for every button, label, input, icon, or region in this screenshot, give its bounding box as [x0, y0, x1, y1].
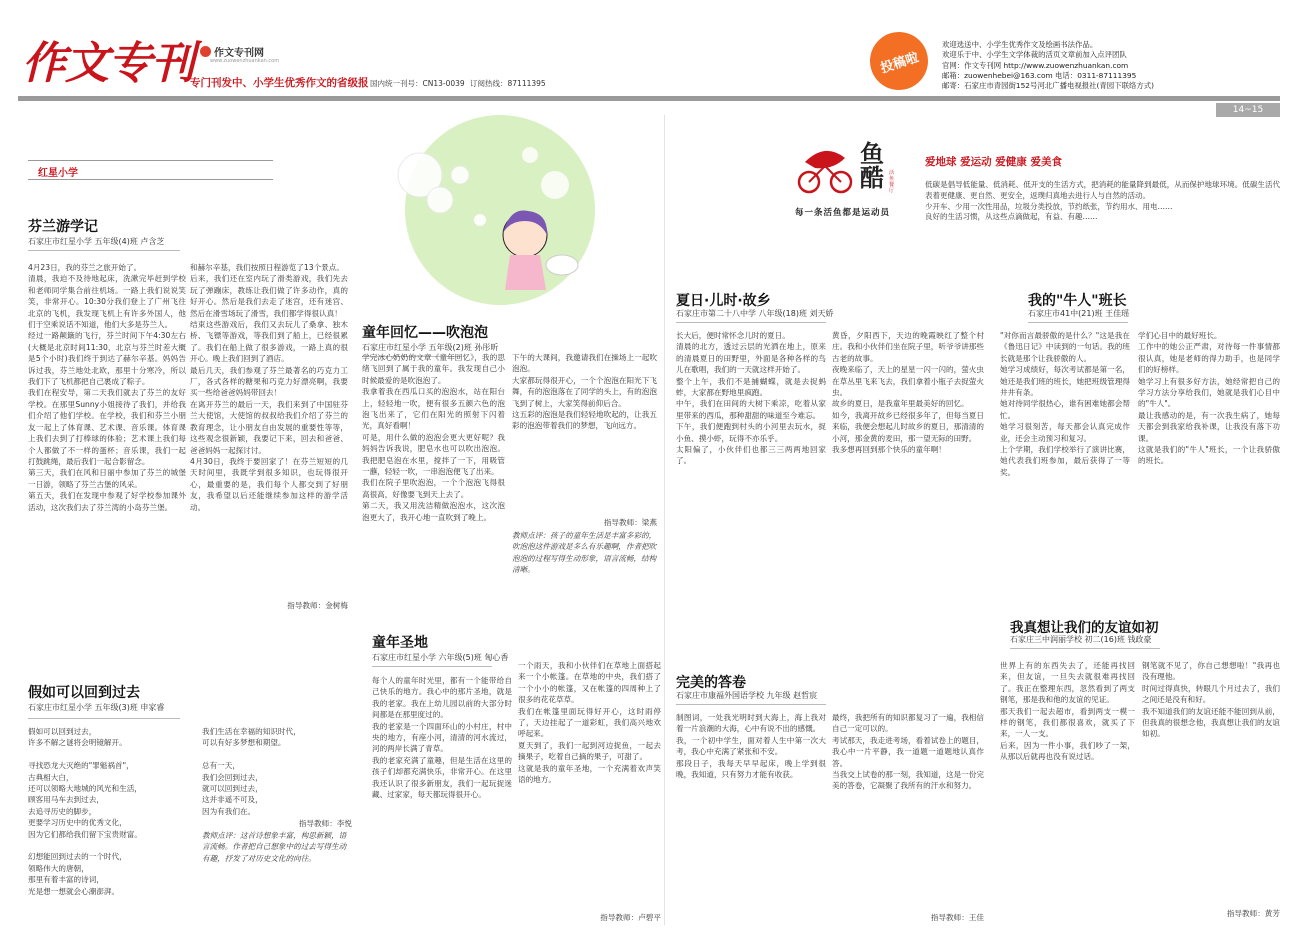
info-line: 欢迎乐于中、小学生文学体裁的活页文章前加入点评团队 [942, 50, 1127, 60]
teacher-comment: 教师点评：这首诗想象丰富，构思新颖，语言流畅。作者把自己想象中的过去写得生动有趣，抒发了对历史文化的向往。 [202, 831, 347, 863]
ad-tagline: 每一条活鱼都是运动员 [795, 208, 891, 218]
article-tutor: 指导教师：金树梅 [287, 601, 348, 610]
article-tutor: 指导教师：梁燕 [603, 518, 657, 527]
page-gutter [664, 115, 665, 925]
masthead [0, 0, 1300, 115]
article-body: 每个人的童年时光里，都有一个能带给自己快乐的地方。我心中的那片圣地，就是我的老家。我在上幼儿园以前的大部分时间都是在那里度过的。 我的老家是一个四面环山的小村庄，村中央的地方，有座小河，清清的河水流过，河的两岸长满了青草。 我的老家充满了童趣，但是生活在这里的孩子们却都充满快乐，非常开心。在这里我还认识了很多新朋友，我们一起玩捉迷藏、过家家，每天都玩得很开心。 [372, 676, 512, 800]
divider [676, 322, 826, 323]
section-tag-label: 红星小学 [38, 168, 78, 179]
article-title: 我的"牛人"班长 [1028, 293, 1127, 309]
article-body: 制图词，一处我光明时到大海上，海上我对着一片浪潮的大海，心中有说不出的感慨。 我，一个初中学生，面对着人生中第一次大考，我心中充满了紧张和不安。 那段日子，我每天早早起床，晚上学到很晚，我知道，只有努力才能有收获。 [676, 713, 826, 780]
article-body: 最终，我把所有的知识都复习了一遍，我相信自己一定可以的。 考试那天，我走进考场，看着试卷上的题目，我心中一片平静，我一道题一道题地认真作答。 当我交上试卷的那一刻，我知道，这是一份完美的答卷，它凝聚了我所有的汗水和努力。 [832, 713, 984, 791]
article-title: 我真想让我们的友谊如初 [1010, 620, 1159, 636]
article-byline: 石家庄市红星小学 五年级(4)班 卢含芝 [28, 237, 165, 246]
section-tag [28, 160, 273, 180]
submit-badge-label: 投稿啦 [878, 49, 921, 77]
page-number: 14~15 [1216, 103, 1280, 117]
info-line: 邮寄：石家庄市青园街152号河北广播电视报社(青园下联络方式) [942, 81, 1155, 91]
divider [28, 250, 180, 251]
bubble-icon [541, 171, 569, 199]
site-logo-icon [200, 46, 211, 57]
girl-body-icon [505, 255, 546, 290]
divider [1028, 322, 1128, 323]
masthead-rule [18, 96, 1280, 101]
article-body: 世界上有的东西失去了，还能再找回来，但友谊，一旦失去就很难再找回了。我正在整理东西，忽然看到了两支钢笔，那是我和他的友谊的见证。 那天我们一起去超市，看到两支一模一样的钢笔，我们都很喜欢，就买了下来，一人一支。 后来，因为一件小事，我们吵了一架，从那以后就再也没有说过话。 [1000, 661, 1135, 762]
article-body: "对你而言最骄傲的是什么？"这是我在《鲁迅日记》中读到的一句话。我的班长就是那个让我骄傲的人。 她学习成绩好，每次考试都是第一名，她还是我们班的班长，她把班级管理得井井有条。 她对待同学很热心，谁有困难她都会帮忙。 她学习很刻苦，每天都会认真完成作业，还会主动预习和复习。 上个学期，我们学校举行了演讲比赛，她代表我们班参加，最后获得了一等奖。 [1000, 331, 1130, 477]
article-title: 童年圣地 [372, 635, 428, 651]
site-logo [200, 44, 264, 59]
masthead-logo: 作文专刊 [22, 38, 194, 89]
article-byline: 石家庄市第二十八中学 八年级(18)班 刘天娇 [676, 309, 834, 318]
slogan: 专门刊发中、小学生优秀作文的省级报 [190, 77, 369, 89]
article-body: 下午的大课间，我邀请我们在操场上一起吹泡泡。 大家都玩得很开心，一个个泡泡在阳光下飞舞，有的泡泡落在了同学的头上，有的泡泡飞到了树上，大家笑得前仰后合。 这五彩的泡泡是我们轻轻地吹起的，让我五彩的泡泡带着我们的梦想，飞向远方。 [512, 353, 657, 431]
article-byline: 石家庄市康福外国语学校 九年级 赵哲宸 [676, 691, 818, 700]
teacher-comment: 教师点评：孩子的童年生活是丰富多彩的，吹泡泡这件游戏是多么有乐趣啊，作者把吹泡泡的过程写得生动形象，语言流畅，结构清晰。 [512, 531, 657, 575]
article-body: 钢笔就不见了，你自己想想啦！"我再也没有理他。 时间过得真快，转眼几个月过去了，我们之间还是没有和好。 我不知道我们的友谊还能不能回到从前，但我真的很想念他，我真想让我们的友谊如初。 [1142, 661, 1280, 739]
article-byline: 石家庄市红星小学 五年级(2)班 孙彤昕 [362, 343, 499, 352]
info-line[interactable]: 官网：作文专刊网 http://www.zuowenzhuankan.com [942, 60, 1129, 70]
ad-slogan: 爱地球 爱运动 爱健康 爱美食 [925, 156, 1062, 168]
article-tutor: 指导教师：王佳 [930, 913, 984, 922]
bubble-icon [427, 187, 453, 213]
divider [28, 718, 180, 719]
site-url[interactable]: www.zuowenzhuankan.com [210, 58, 280, 64]
article-body: 学完冰心奶奶的文章《童年回忆》，我的思绪飞回到了属于我的童年。我发现自己小时候最爱的是吹泡泡了。 我拿着我在西瓜口买的泡泡水，站在阳台上，轻轻地一吹，便有很多五颜六色的泡泡飞出来了，它们在阳光的照射下闪着光，真好看啊！ 可是，用什么做的泡泡会更大更好呢？我妈妈告诉我说，肥皂水也可以吹出泡泡。我把肥皂泡在水里，搅拌了一下，用吸管一蘸，轻轻一吹，一串泡泡便飞了出来。 我们在院子里吹泡泡，一个个泡泡飞得很高很高，好像要飞到天上去了。 第二天，我又用洗洁精做泡泡水，这次泡泡更大了，我开心地一直吹到了晚上。 [362, 353, 505, 522]
article-body: 4月23日，我的芬兰之旅开始了。 清晨，我迫不及待地起床，洗漱完毕赶到学校和老师同学集合前往机场。一路上我们说说笑笑，非常开心。10:30分我们登上了广州飞往北京的飞机，我发现飞机上有许多外国人，他们于空乘说话不知道，他们大多是芬兰人。 经过一路颠簸的飞行，芬兰时间下午4:30左右(大概是北京时间11:30，北京与芬兰时差大概是5个小时)我们终于到达了赫尔辛基。妈妈告诉过我，芬兰地处北欧，那里十分寒冷，所以我们下了飞机都把自己裹成了粽子。 我们在程安导，第二天我们就去了芬兰的友好学校。在那里Sunny小姐接待了我们，并给我们介绍了他们学校。在学校，我们和芬兰小朋友一起上了体育课、艺术课、音乐课。体育课上我们去到了打棒球的体验；艺术课上我们每个人都做了不一样的蛋杯；音乐课，我们一起打鼓跳绳，最后我们一起合影留念。 第三天，我们在风和日丽中参加了芬兰的城堡一日游，领略了芬兰古堡的风采。 第五天，我们在发现中参观了好学校参加课外活动，这次我们去了芬兰湾的小岛芬兰堡。 [28, 263, 186, 512]
site-name: 作文专刊网 [214, 48, 264, 59]
ad-sub: 活鱼餐厅 [889, 170, 895, 194]
article-body: 我们生活在幸福的知识时代， 可以有好多梦想和期望。 总有一天， 我们会回到过去， 就可以回到过去， 这并非遥不可及， 因为有我们在。 [202, 727, 301, 816]
article-byline: 石家庄市41中(21)班 王佳瑶 [1028, 309, 1130, 318]
bubble-icon [451, 166, 469, 184]
divider [372, 666, 492, 667]
article-title: 夏日·儿时·故乡 [676, 293, 771, 309]
info-line: 欢迎选送中、小学生优秀作文及绘画书法作品。 [942, 40, 1098, 49]
article-body: 学们心目中的最好班长。 工作中的她公正严肃，对待每一件事情都很认真，她是老师的得力助手，也是同学们的好榜样。 她学习上有很多好方法，她经常把自己的学习方法分享给我们，她就是我们心目中的"牛人"。 最让我感动的是，有一次我生病了，她每天都会到我家给我补课，让我没有落下功课。 这就是我们的"牛人"班长，一个让我骄傲的班长。 [1138, 331, 1280, 466]
wing-icon [546, 255, 578, 275]
article-tutor: 指导教师：李悦 [298, 819, 352, 828]
hotline: 订阅热线：87111395 [470, 79, 546, 88]
divider [1010, 648, 1160, 649]
article-body: 和赫尔辛基，我们按照日程游览了13个景点。 后来，我们还在室内玩了滑类游戏，我们先去玩了弹蹦床，教练让我们做了许多动作，真的好开心。然后是我们去走了迷宫，还有迷宫、然后在滑雪场玩了滑雪，我们都学得很认真！ 结束这些游戏后，我们又去玩儿了桑拿、独木桥、飞镖等游戏，等我们到了船上，已经很累了。我们在船上做了很多游戏，一路上真的很开心。晚上我们回到了酒店。 最后几天，我们参观了芬兰最著名的巧克力工厂，各式各样的糖果和巧克力好漂亮啊，我要买一些给爸爸妈妈带回去！ 在离开芬兰的最后一天，我们来到了中国驻芬兰大使馆，大使馆的叔叔给我们介绍了芬兰的教育理念，让小朋友自由发展的重要性等等，这些观念很新颖，我要记下来，回去和爸爸、爸爸妈妈一起探讨讨。 4月30日，我终于要回家了！在芬兰短短的几天时间里，我既学到很多知识，也玩得很开心，最重要的是，我们每个人都交到了好朋友，我希望以后还能继续参加这样的游学活动。 [190, 263, 348, 512]
bubble-icon [522, 147, 538, 163]
ad-brand: 鱼酷 [860, 140, 884, 192]
bubble-icon [474, 214, 486, 226]
article-tutor: 指导教师：卢碧平 [600, 913, 661, 922]
contact-info [942, 40, 1272, 91]
issn: 国内统一刊号：CN13-0039 [370, 79, 465, 88]
submit-badge[interactable] [862, 24, 935, 97]
ad-text: 低碳是倡导低能量、低消耗、低开支的生活方式，把消耗的能量降到最低，从而保护地球环境。低碳生活代表着更健康、更自然、更安全，返璞归真地去进行人与自然的活动。 少开车、少用一次性用品，垃圾分类投放，节约纸张，节约用水、用电…… 良好的生活习惯，从这些点滴做起，有益、有趣…… [925, 180, 1280, 222]
article-byline: 石家庄市红星小学 五年级(3)班 申家睿 [28, 703, 165, 712]
article-title: 童年回忆——吹泡泡 [362, 325, 488, 341]
article-title: 完美的答卷 [676, 675, 746, 691]
article-body: 假如可以回到过去， 许多不解之谜将会明镜解开。 寻找恐龙大灭绝的"罪魁祸首"， 古典相大白， 还可以领略大地城的风光和生活， 顾客用马车去到过去， 去追寻历史的脚步， 更要学习历史中的优秀文化， 因为它们都给我们留下宝贵财富。 幻想能回到过去的一个时代， 领略伟大的唐朝， 那里有着丰富的诗词， 光是想一想就会心潮澎湃。 [28, 727, 142, 896]
fish-bike-logo-icon [795, 140, 855, 195]
article-body: 长大后，便时常怀念儿时的夏日。 清晨的北方，透过云层的光洒在地上，原来的清晨夏日的田野里，外面是各种各样的鸟儿在歌唱，我们的一天就这样开始了。 整个上午，我们不是捕蝴蝶，就是去捉蚂蚱，大家都在野地里疯跑。 中午，我们在田间的大树下乘凉，吃着从家里带来的西瓜，那种甜甜的味道至今难忘。 下午，我们便跑到村头的小河里去玩水，捉小鱼、摸小虾，玩得不亦乐乎。 太阳偏了，小伙伴们也都三三两两地回家了。 [676, 331, 826, 466]
article-tutor: 指导教师：黄芳 [1226, 909, 1280, 918]
article-byline: 石家庄三中润丽学校 初二(16)班 钱政豪 [1010, 635, 1152, 644]
article-body: 一个雨天，我和小伙伴们在草地上面搭起来一个小帐篷。在草地的中央，我们搭了一个小小的帐篷，又在帐篷的四周种上了很多的花花草草。 我们在帐篷里面玩得好开心，这时雨停了，天边挂起了一道彩虹，我们高兴地欢呼起来。 夏天到了，我们一起到河边捉鱼，一起去摘果子，吃着自己摘的果子，可甜了。 这就是我的童年圣地，一个充满着欢声笑语的地方。 [518, 661, 661, 785]
info-line[interactable]: 邮箱：zuowenhebei@163.com 电话：0311-87111395 [942, 70, 1137, 80]
divider [676, 704, 826, 705]
article-title: 假如可以回到过去 [28, 685, 140, 701]
article-body: 黄昏，夕阳西下，天边的晚霞映红了整个村庄。我和小伙伴们坐在院子里，听爷爷讲那些古老的故事。 夜晚来临了，天上的星星一闪一闪的，萤火虫在草丛里飞来飞去，我们拿着小瓶子去捉萤火虫。 故乡的夏日，是我童年里最美好的回忆。 如今，我离开故乡已经很多年了，但每当夏日来临，我便会想起儿时故乡的夏日，那清清的小河，那金黄的麦田，那一望无际的田野。 我多想再回到那个快乐的童年啊！ [832, 331, 984, 455]
bubble-illustration [350, 115, 630, 315]
article-byline: 石家庄市红星小学 六年级(5)班 匈心香 [372, 653, 509, 662]
article-title: 芬兰游学记 [28, 219, 98, 235]
